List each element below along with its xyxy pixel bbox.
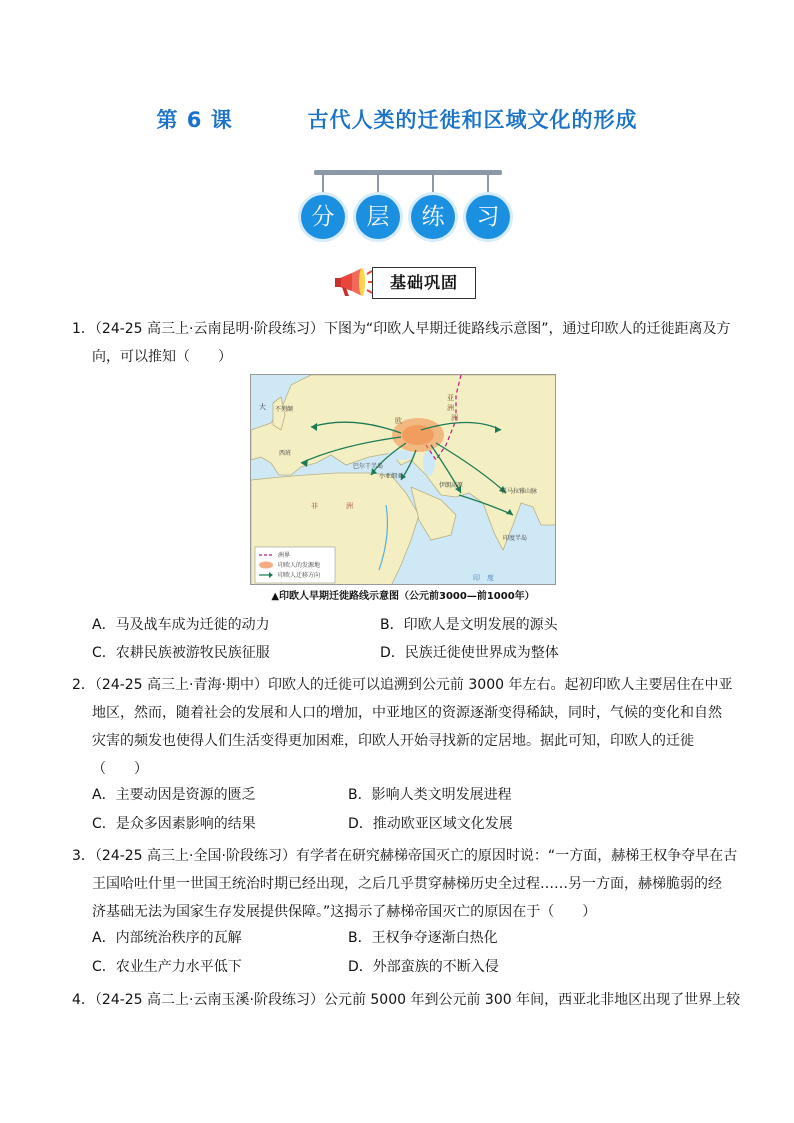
section-label: 基础巩固 <box>372 267 476 299</box>
question-text: 1．（24-25 高三上·云南昆明·阶段练习）下图为“印欧人早期迁徙路线示意图”，通过印欧人的迁徙距离及方 <box>72 321 731 337</box>
question-text: 王国哈吐什里一世国王统治时期已经出现，之后几乎贯穿赫梯历史全过程……另一方面，赫梯脆弱的经 <box>92 876 722 892</box>
option-c[interactable]: C．农耕民族被游牧民族征服 <box>92 645 270 661</box>
map-label: 伊朗高原 <box>439 482 464 489</box>
map-caption: ▲印欧人早期迁徙路线示意图（公元前3000—前1000年） <box>271 591 535 602</box>
question-text: 地区，然而，随着社会的发展和人口的增加，中亚地区的资源逐渐变得稀缺，同时，气候的变化和自然 <box>92 705 722 721</box>
map-label: 不列颠 <box>275 406 294 413</box>
question-text: 灾害的频发也使得人们生活变得更加困难，印欧人开始寻找新的定居地。据此可知，印欧人的迁徙 <box>92 733 694 749</box>
question-text: 济基础无法为国家生存发展提供保障。”这揭示了赫梯帝国灭亡的原因在于（ ） <box>92 904 597 920</box>
banner-char: 分 <box>301 195 345 239</box>
question-text: 4．（24-25 高二上·云南玉溪·阶段练习）公元前 5000 年到公元前 300 年间，西亚北非地区出现了世界上较 <box>72 992 741 1008</box>
option-b[interactable]: B．王权争夺逐渐白热化 <box>348 930 498 946</box>
option-b[interactable]: B．影响人类文明发展进程 <box>348 787 512 803</box>
map-label: 非 <box>311 502 318 510</box>
legend-label: 印欧人的发源地 <box>278 562 321 569</box>
map-label: 洲 <box>346 502 353 510</box>
question-3 <box>72 842 738 926</box>
megaphone-icon <box>332 265 376 301</box>
option-a[interactable]: A．马及战车成为迁徙的动力 <box>92 617 270 633</box>
option-a[interactable]: A．主要动因是资源的匮乏 <box>92 787 256 803</box>
banner-string <box>487 174 489 196</box>
banner-char: 练 <box>411 195 455 239</box>
map-label: 西班 <box>279 450 292 457</box>
question-text: 2．（24-25 高三上·青海·期中）印欧人的迁徙可以追溯到公元前 3000 年左右。起初印欧人主要居住在中亚 <box>72 677 733 693</box>
map-label: 小亚细亚 <box>379 473 404 480</box>
question-2 <box>72 671 732 783</box>
option-c[interactable]: C．农业生产力水平低下 <box>92 959 242 975</box>
banner-hanger-bar <box>314 170 502 175</box>
option-d[interactable]: D．外部蛮族的不断入侵 <box>348 959 499 975</box>
map-label: 大 <box>259 403 266 411</box>
map-label: 亚 <box>447 394 454 402</box>
map-label: 巴尔干半岛 <box>353 463 384 470</box>
banner-string <box>432 174 434 196</box>
lesson-number: 第 6 课 <box>156 108 233 132</box>
legend-label: 印欧人迁移方向 <box>278 572 321 579</box>
map-label: 洲 <box>451 414 458 422</box>
question-1 <box>72 315 732 371</box>
lesson-name: 古代人类的迁徙和区域文化的形成 <box>307 108 638 132</box>
map-graphic <box>251 375 556 585</box>
banner-string <box>377 174 379 196</box>
layered-practice-banner <box>296 166 516 242</box>
question-text: 3．（24-25 高三上·全国·阶段练习）有学者在研究赫梯帝国灭亡的原因时说：“一方面，赫梯王权争夺早在古 <box>72 848 738 864</box>
map-label: 洲 <box>447 404 454 412</box>
migration-map <box>250 374 556 585</box>
option-c[interactable]: C．是众多因素影响的结果 <box>92 816 256 832</box>
banner-char: 习 <box>466 195 510 239</box>
question-text: 向，可以推知（ ） <box>92 349 232 365</box>
map-label: 喜马拉雅山脉 <box>501 488 538 495</box>
map-label: 印 度 <box>473 574 494 582</box>
banner-char: 层 <box>356 195 400 239</box>
option-d[interactable]: D．推动欧亚区域文化发展 <box>348 816 513 832</box>
lesson-title <box>0 104 794 134</box>
option-b[interactable]: B．印欧人是文明发展的源头 <box>380 617 558 633</box>
option-d[interactable]: D．民族迁徙使世界成为整体 <box>380 645 559 661</box>
map-label: 欧 <box>395 417 402 425</box>
option-a[interactable]: A．内部统治秩序的瓦解 <box>92 930 242 946</box>
map-label: 印度半岛 <box>503 535 528 542</box>
legend-label: 洲界 <box>278 552 291 559</box>
banner-string <box>322 174 324 196</box>
question-text: （ ） <box>92 761 148 777</box>
question-4 <box>72 986 741 1014</box>
